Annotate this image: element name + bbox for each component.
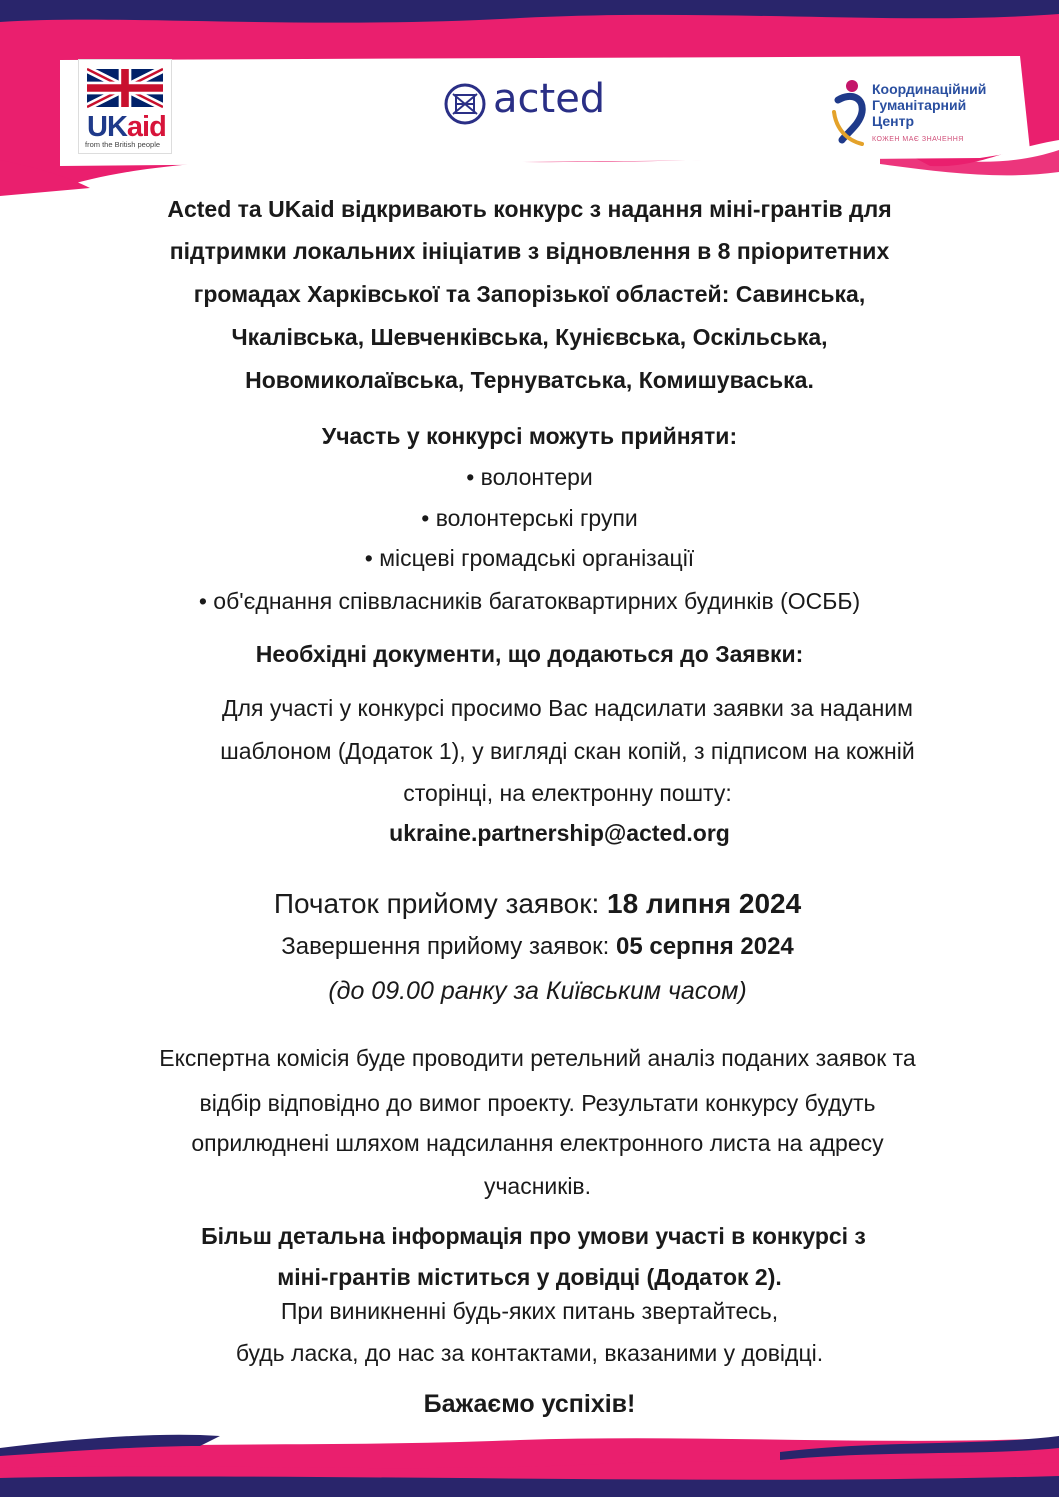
chc-logo <box>832 78 1032 152</box>
documents-heading: Необхідні документи, що додаються до Заявки: <box>255 641 804 667</box>
documents-line: Для участі у конкурсі просимо Вас надсилати заявки за наданим <box>222 695 913 721</box>
contact-line: При виникненні будь-яких питань звертайтесь, <box>280 1298 779 1324</box>
contact-email-link[interactable]: ukraine.partnership@acted.org <box>389 820 730 846</box>
intro-line: підтримки локальних ініціатив з відновлення в 8 пріоритетних <box>169 238 890 264</box>
participants-heading: Участь у конкурсі можуть прийняти: <box>321 423 738 449</box>
participant-item: • місцеві громадські організації <box>364 545 695 571</box>
review-line: Експертна комісія буде проводити ретельний аналіз поданих заявок та <box>159 1045 916 1071</box>
start-date: Початок прийому заявок: 18 липня 2024 <box>273 888 802 919</box>
participant-item: • волонтери <box>466 464 593 490</box>
participant-item: • об'єднання співвласників багатоквартирних будинків (ОСББ) <box>198 588 861 614</box>
intro-line: Чкалівська, Шевченківська, Кунієвська, Оскільська, <box>231 324 828 350</box>
documents-line: сторінці, на електронну пошту: <box>403 780 732 806</box>
documents-line: шаблоном (Додаток 1), у вигляді скан копій, з підписом на кожній <box>220 738 915 764</box>
review-line: відбір відповідно до вимог проекту. Результати конкурсу будуть <box>199 1090 876 1116</box>
intro-line: громадах Харківської та Запорізької областей: Савинська, <box>193 281 866 307</box>
contact-line: будь ласка, до нас за контактами, вказаними у довідці. <box>235 1340 824 1366</box>
ukaid-tagline: from the British people <box>85 140 161 149</box>
acted-wordmark: acted <box>493 76 606 122</box>
participant-item: • волонтерські групи <box>421 505 638 531</box>
intro-line: Acted та UKaid відкривають конкурс з надання міні-грантів для <box>167 196 892 222</box>
ukaid-logo <box>78 59 172 154</box>
closing-wish: Бажаємо успіхів! <box>423 1390 636 1418</box>
chc-tagline: КОЖЕН МАЄ ЗНАЧЕННЯ <box>872 136 964 143</box>
review-line: учасників. <box>483 1173 592 1199</box>
more-info-line: Більш детальна інформація про умови участі в конкурсі з <box>201 1223 866 1249</box>
ukaid-wordmark: UKaid <box>87 111 166 143</box>
intro-line: Новомиколаївська, Тернуватська, Комишуваська. <box>245 367 814 393</box>
acted-globe-icon <box>443 82 487 126</box>
deadline-note: (до 09.00 ранку за Київським часом) <box>328 977 747 1005</box>
union-jack-flag-icon <box>87 66 163 110</box>
end-date: Завершення прийому заявок: 05 серпня 2024 <box>281 933 794 960</box>
chc-title: Координаційний Гуманітарний Центр <box>872 81 987 129</box>
more-info-line: міні-грантів міститься у довідці (Додаток 2). <box>277 1264 782 1290</box>
acted-logo <box>443 76 623 128</box>
review-line: оприлюднені шляхом надсилання електронного листа на адресу <box>191 1130 884 1156</box>
people-heart-icon <box>832 78 868 148</box>
